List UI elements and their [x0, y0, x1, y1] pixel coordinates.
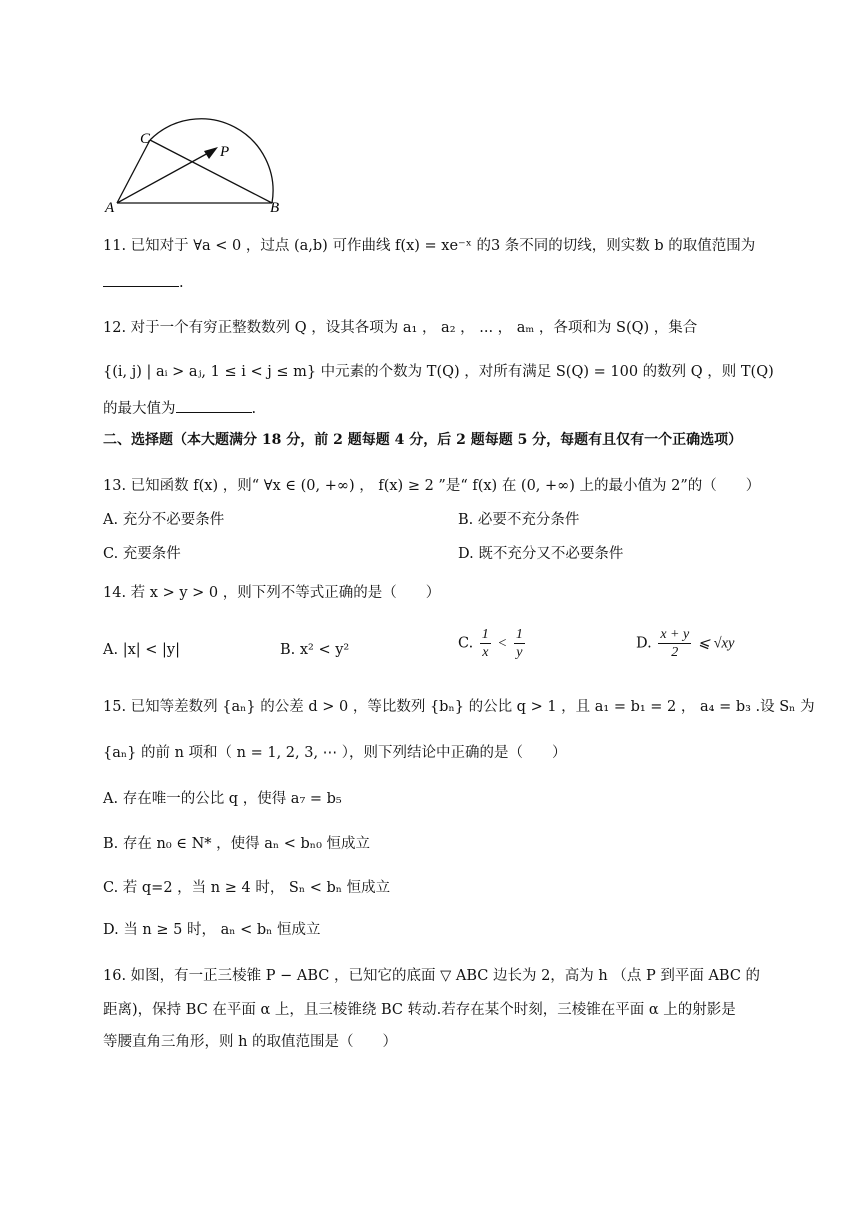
q14-d-num: x + y [660, 627, 690, 642]
q11-text: 11. 已知对于 ∀a < 0 ，过点 (a,b) 可作曲线 f(x) = xe⁻ˣ 的3 条不同的切线，则实数 b 的取值范围为 [103, 238, 756, 254]
q14-option-b: B. x² < y² [280, 642, 350, 658]
label-a: A [105, 200, 115, 215]
q14-option-a: A. |x| < |y| [103, 642, 180, 658]
q13-option-b: B. 必要不充分条件 [458, 512, 580, 528]
label-p: P [220, 144, 230, 160]
q12-tail: . [251, 401, 257, 417]
q14-d-rhs: ⩽ √xy [697, 635, 735, 652]
q16-line2: 距离)，保持 BC 在平面 α 上，且三棱锥绕 BC 转动.若存在某个时刻，三棱锥在平面 α 上的射影是 [103, 1002, 736, 1018]
q15-line2: {aₙ} 的前 n 项和（ n = 1, 2, 3, ⋯ ），则下列结论中正确的是（ ） [103, 745, 567, 761]
q12-line1: 12. 对于一个有穷正整数数列 Q ，设其各项为 a₁ ， a₂ ， ... ， aₘ ，各项和为 S(Q) ，集合 [103, 320, 698, 336]
q16-line3: 等腰直角三角形，则 h 的取值范围是（ ） [103, 1034, 398, 1050]
q14-c-rhs-num: 1 [515, 627, 523, 642]
q14-c-lhs-num: 1 [481, 627, 489, 642]
arrowhead-icon [204, 147, 218, 159]
q15-option-c: C. 若 q=2 ，当 n ≥ 4 时， Sₙ < bₙ 恒成立 [103, 880, 391, 896]
q15-line1: 15. 已知等差数列 {aₙ} 的公差 d > 0 ，等比数列 {bₙ} 的公比 q > 1 ，且 a₁ = b₁ = 2 ， a₄ = b₃ .设 Sₙ 为 [103, 699, 815, 715]
q14-c-rhs-den: y [516, 645, 523, 660]
geometry-figure [100, 100, 300, 215]
q11-answer-line [103, 272, 184, 293]
q12-line3 [103, 398, 256, 419]
q16-line1: 16. 如图，有一正三棱锥 P − ABC ，已知它的底面 ▽ ABC 边长为 2，高为 h （点 P 到平面 ABC 的 [103, 968, 761, 984]
semicircle-arc [150, 119, 273, 203]
q14-d-den: 2 [671, 645, 679, 660]
q15-option-d: D. 当 n ≥ 5 时， aₙ < bₙ 恒成立 [103, 922, 321, 938]
q14-option-d [636, 626, 734, 661]
q13-option-d: D. 既不充分又不必要条件 [458, 546, 624, 562]
q14-c-rhs-fraction [514, 626, 525, 661]
q13-stem: 13. 已知函数 f(x) ，则“ ∀x ∈ (0, +∞) ， f(x) ≥ 2 ”是“ f(x) 在 (0, +∞) 上的最小值为 2”的（ ） [103, 478, 761, 494]
q12-line2: {(i, j) | aᵢ > aⱼ, 1 ≤ i < j ≤ m} 中元素的个数为 T(Q) ，对所有满足 S(Q) = 100 的数列 Q ，则 T(Q) [103, 364, 774, 380]
label-c: C [140, 131, 151, 147]
q15-option-a: A. 存在唯一的公比 q ，使得 a₇ = b₅ [103, 791, 342, 807]
section2-title: 二、选择题（本大题满分 18 分，前 2 题每题 4 分，后 2 题每题 5 分，每题有且仅有一个正确选项） [103, 432, 743, 448]
q14-option-d-label: D. [636, 635, 652, 652]
q15-option-b: B. 存在 n₀ ∈ N* ，使得 aₙ < bₙ₀ 恒成立 [103, 836, 371, 852]
q14-option-c-label: C. [458, 635, 474, 652]
q14-d-fraction [658, 626, 691, 661]
q12-line3-text: 的最大值为 [103, 401, 176, 417]
q14-c-lhs-den: x [482, 645, 489, 660]
q14-c-lhs-fraction [480, 626, 491, 661]
q14-option-c: C. $\frac{1}{x}$ < $\frac{1}{y}$ [458, 627, 523, 660]
label-b: B [270, 200, 280, 215]
q13-option-a: A. 充分不必要条件 [103, 512, 225, 528]
q11-tail: . [179, 275, 184, 291]
q14-stem: 14. 若 x > y > 0 ，则下列不等式正确的是（ ） [103, 585, 441, 601]
q11-answer-blank [103, 272, 179, 287]
q12-answer-blank [176, 398, 252, 413]
q13-option-c: C. 充要条件 [103, 546, 181, 562]
q11-stem [103, 236, 755, 256]
